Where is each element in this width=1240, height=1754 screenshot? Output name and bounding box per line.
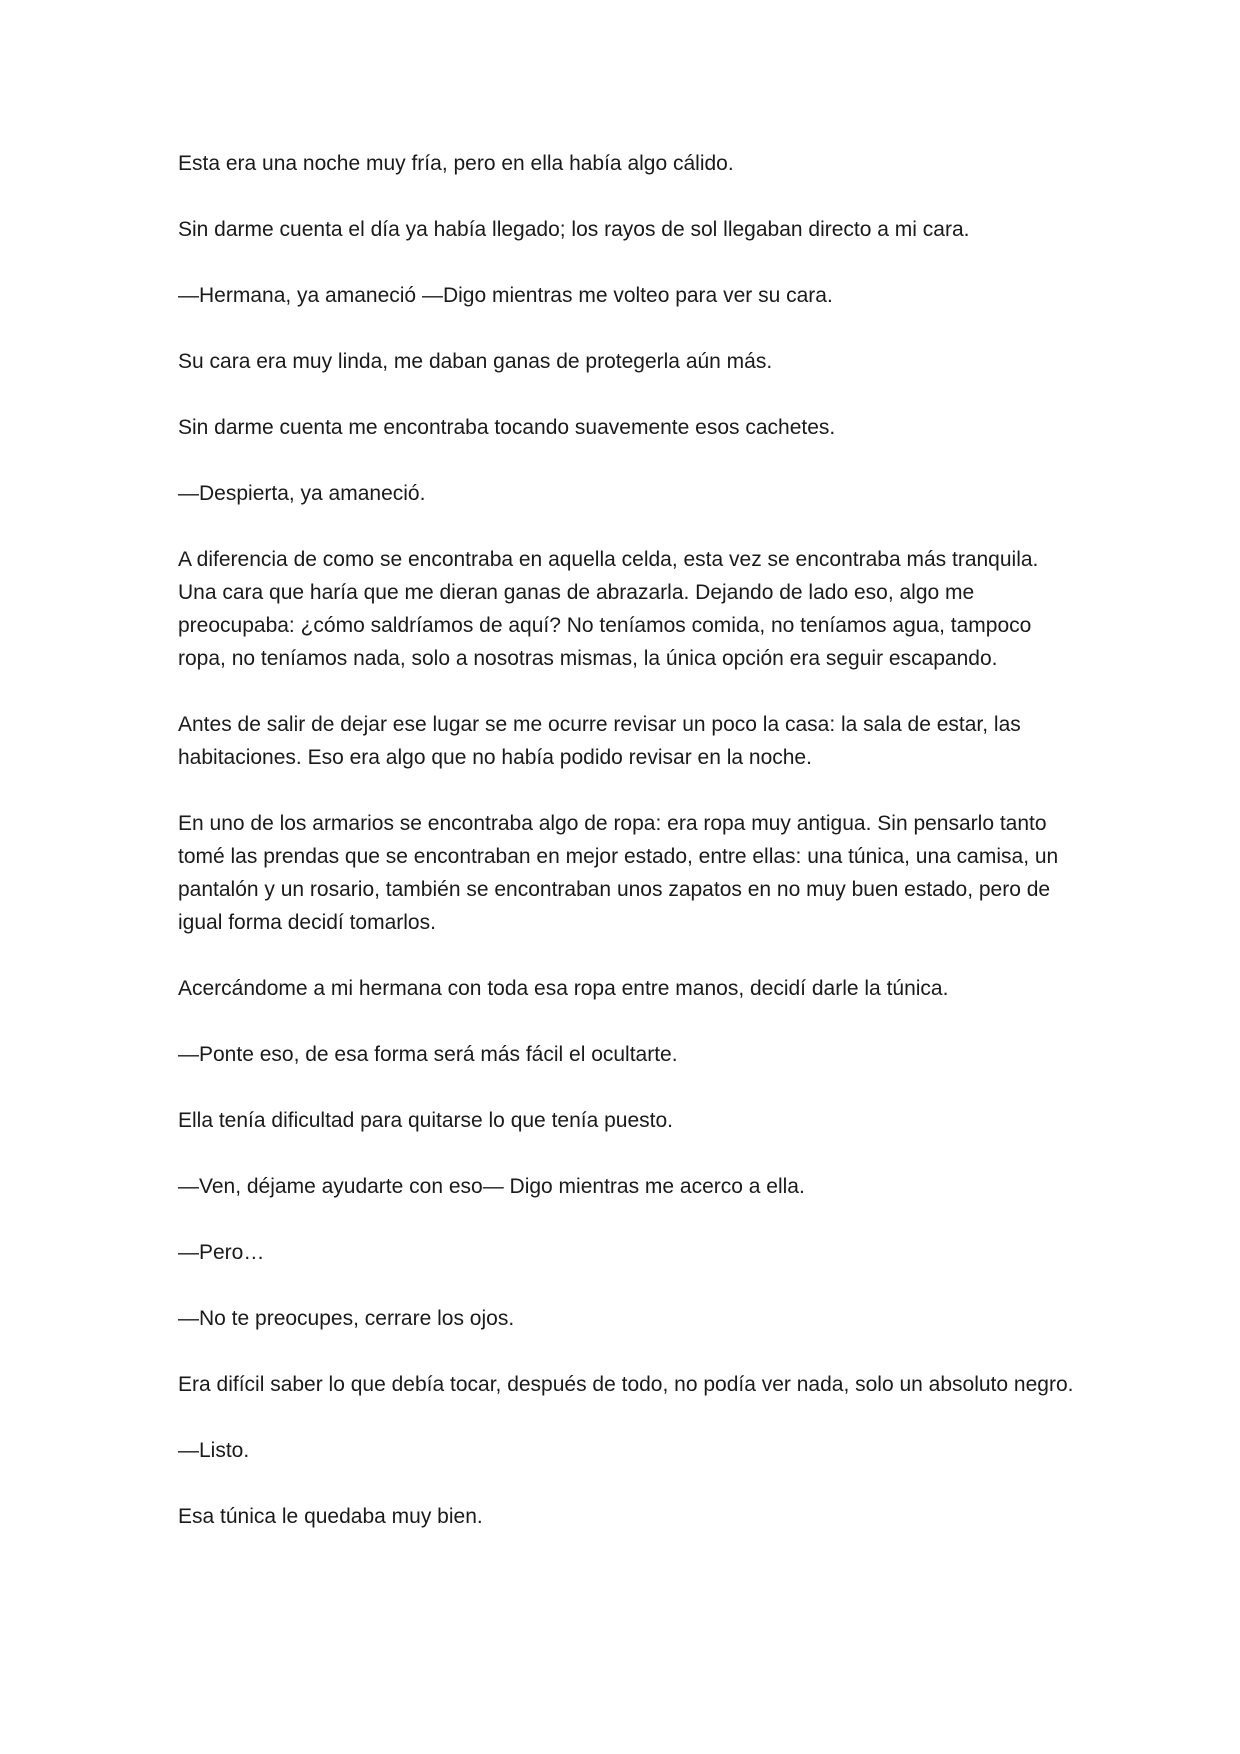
paragraph: En uno de los armarios se encontraba algo de ropa: era ropa muy antigua. Sin pensarlo tanto tomé las prendas que se encontraban en mejor estado, entre ellas: una túnica, una camisa, un pantalón y un rosario, también se encontraban unos zapatos en no muy buen estado, pero de igual forma decidí tomarlos. (178, 812, 1059, 934)
document-body (178, 147, 1078, 1533)
paragraph: —Pero… (178, 1241, 265, 1264)
paragraph: Su cara era muy linda, me daban ganas de protegerla aún más. (178, 350, 773, 373)
paragraph: Antes de salir de dejar ese lugar se me ocurre revisar un poco la casa: la sala de estar, las habitaciones. Eso era algo que no había podido revisar en la noche. (178, 713, 1021, 769)
paragraph: —No te preocupes, cerrare los ojos. (178, 1307, 515, 1330)
paragraph: Acercándome a mi hermana con toda esa ropa entre manos, decidí darle la túnica. (178, 977, 949, 1000)
paragraph: Era difícil saber lo que debía tocar, después de todo, no podía ver nada, solo un absoluto negro. (178, 1373, 1074, 1396)
paragraph: —Ven, déjame ayudarte con eso— Digo mientras me acerco a ella. (178, 1175, 805, 1198)
paragraph: Sin darme cuenta me encontraba tocando suavemente esos cachetes. (178, 416, 836, 439)
paragraph: A diferencia de como se encontraba en aquella celda, esta vez se encontraba más tranquila. Una cara que haría que me dieran ganas de abrazarla. Dejando de lado eso, algo me preocupaba: ¿cómo saldríamos de aquí? No teníamos comida, no teníamos agua, tampoco ropa, no teníamos nada, solo a nosotras mismas, la única opción era seguir escapando. (178, 548, 1039, 670)
paragraph: —Ponte eso, de esa forma será más fácil el ocultarte. (178, 1043, 678, 1066)
paragraph: Esta era una noche muy fría, pero en ella había algo cálido. (178, 152, 734, 175)
paragraph: Esa túnica le quedaba muy bien. (178, 1505, 483, 1528)
paragraph: —Listo. (178, 1439, 250, 1462)
paragraph: —Despierta, ya amaneció. (178, 482, 426, 505)
paragraph: Sin darme cuenta el día ya había llegado; los rayos de sol llegaban directo a mi cara. (178, 218, 970, 241)
paragraph: Ella tenía dificultad para quitarse lo que tenía puesto. (178, 1109, 673, 1132)
paragraph: —Hermana, ya amaneció —Digo mientras me volteo para ver su cara. (178, 284, 833, 307)
